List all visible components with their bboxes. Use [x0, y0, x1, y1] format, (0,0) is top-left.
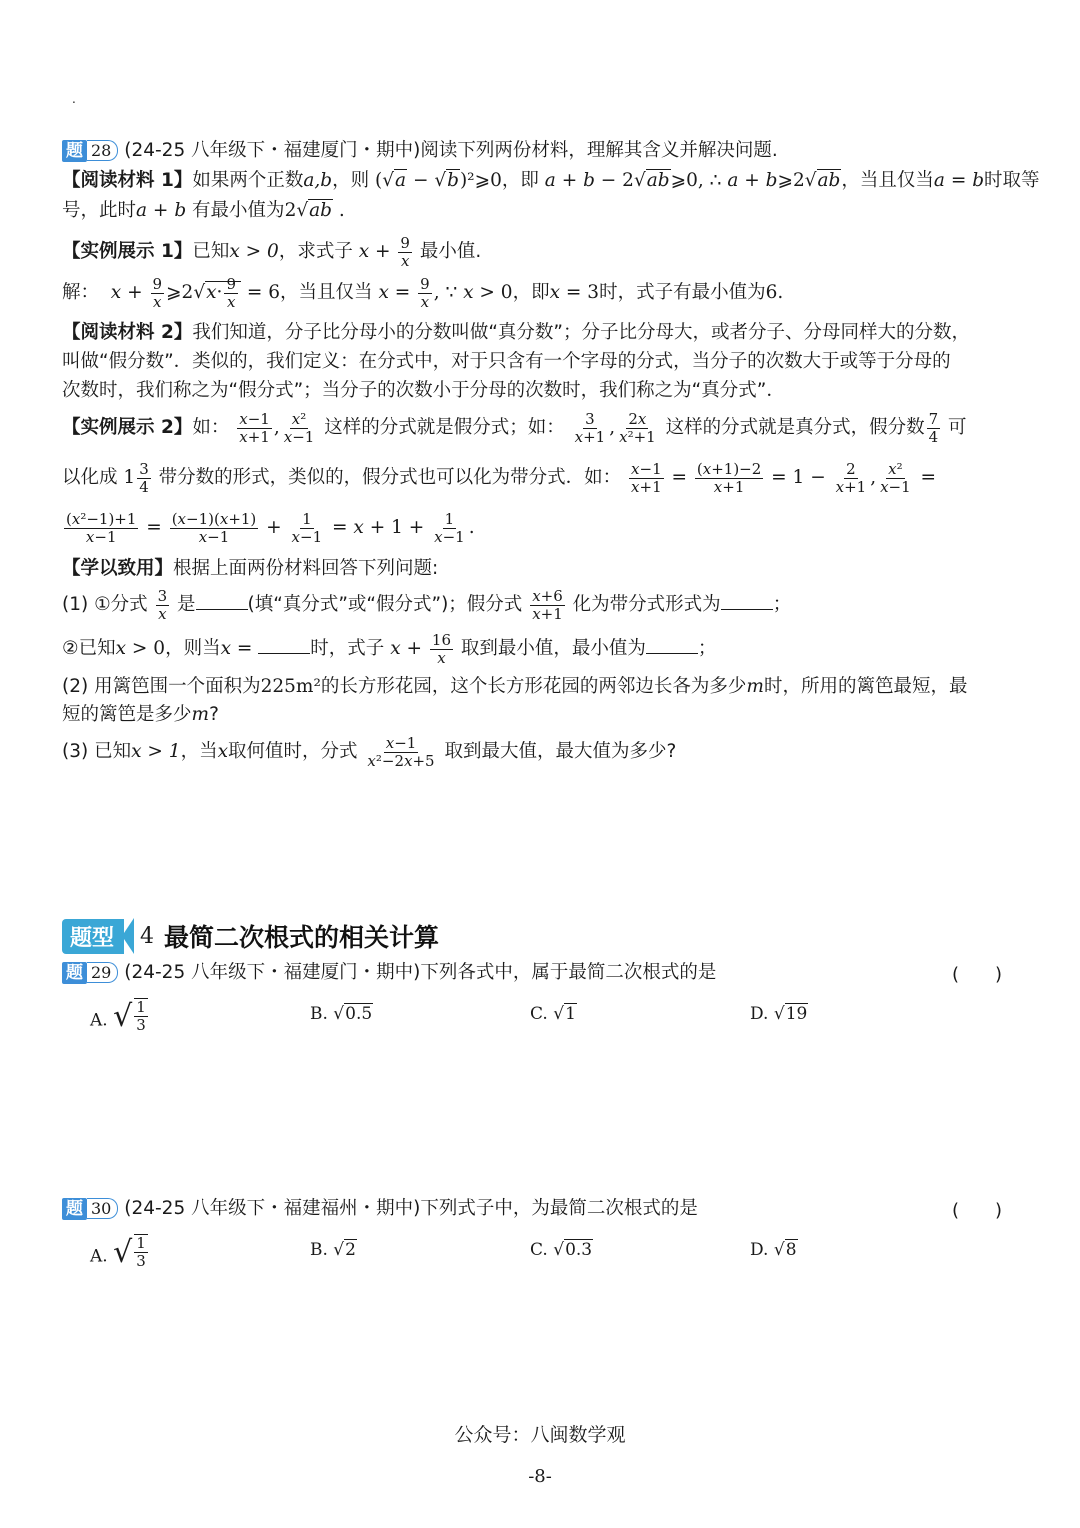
math: m — [191, 704, 210, 725]
question-29-header — [62, 960, 716, 986]
math: $\frac{7}{4}$ — [928, 409, 939, 446]
math: $\frac{x-1}{\text{x²−2x+5}}$ — [367, 733, 435, 770]
text: 是 — [177, 594, 196, 615]
math-expression: x + $\frac{16}{x}$ — [390, 630, 451, 667]
material-2-line-3: 次数时，我们称之为“假分式”；当分子的次数小于分母的次数时，我们称之为“真分式”． — [62, 380, 785, 401]
answer-blank[interactable] — [196, 591, 248, 610]
option-label: B. — [310, 1004, 328, 1024]
option-a[interactable] — [90, 998, 150, 1034]
math: m — [746, 676, 764, 697]
math: 1 $\frac{3}{4}$ — [123, 459, 149, 496]
top-dot: . — [72, 92, 76, 106]
option-label: C. — [530, 1004, 548, 1024]
text: 带分数的形式，类似的，假分式也可以化为带分式．如： — [158, 467, 622, 488]
text: ，即 — [501, 170, 539, 191]
apply-heading-line — [62, 556, 438, 582]
text: (3) 已知 — [62, 741, 132, 762]
option-value: 1 — [565, 1004, 576, 1024]
math-expression: x + $\frac{9}{x}$ — [358, 233, 410, 270]
example-1 — [62, 232, 481, 272]
question-tag: 题 — [62, 1198, 87, 1220]
text: ? — [209, 704, 219, 725]
option-d[interactable]: D. √8 — [750, 1240, 797, 1260]
math-expression: $\frac{x-1}{x+1}$ , $\frac{\text{x²}}{x-1}$ — [239, 409, 315, 446]
text: 号，此时 — [62, 200, 137, 221]
solution-1 — [62, 272, 783, 314]
footer-account: 公众号：八闽数学观 — [454, 1424, 626, 1446]
question-stem: 下列各式中，属于最简二次根式的是 — [420, 962, 717, 983]
text: 我们知道，分子比分母小的分数叫做“真分数”；分子比分母大，或者分子、分母同样大的分数， — [192, 322, 971, 343]
text: 根据上面两份材料回答下列问题: — [173, 558, 439, 579]
text: 短的篱笆是多少 — [62, 704, 192, 725]
text: (2) 用篱笆围一个面积为 — [62, 676, 261, 697]
text: 这样的分式就是假分式；如： — [324, 417, 565, 438]
question-number: 30 — [87, 1198, 118, 1219]
answer-blank[interactable] — [258, 635, 310, 654]
apply-heading: 【学以致用】 — [62, 558, 174, 579]
question-number: 29 — [87, 962, 118, 983]
question-tag: 题 — [62, 962, 87, 984]
option-value: 19 — [785, 1004, 808, 1024]
math: x > 0 — [115, 638, 166, 659]
answer-paren: ( ) — [952, 964, 1003, 985]
math: 6. — [765, 282, 784, 303]
math: $\frac{3}{x}$ — [157, 586, 168, 623]
question-number: 28 — [87, 140, 118, 161]
text: ，则当 — [165, 638, 221, 659]
text: ，当且仅当 — [280, 282, 373, 303]
answer-blank[interactable] — [721, 591, 773, 610]
example-1-heading: 【实例展示 1】 — [62, 241, 193, 262]
section-header — [62, 916, 439, 956]
math: x > 0 — [229, 241, 279, 262]
option-label: A. — [90, 1246, 108, 1267]
text: 取何值时，分式 — [228, 741, 358, 762]
math: 225m² — [260, 676, 321, 697]
text: ，则 — [332, 170, 370, 191]
math-expression: $\frac{x-1}{x+1}$ = $\frac{(x+1)-2}{x+1}$ = 1 − $\frac{2}{x+1}$ , $\frac{\text{x²}}{x-1}$ = — [631, 459, 937, 496]
math-expression: (√a − √b)²⩾0 — [375, 170, 502, 191]
text: ，当且仅当 — [841, 170, 934, 191]
option-c[interactable]: C. √0.3 — [530, 1240, 593, 1260]
math: x = 3 — [549, 282, 600, 303]
material-1-heading: 【阅读材料 1】 — [62, 170, 193, 191]
text: 时，式子有最小值为 — [599, 282, 766, 303]
option-label: D. — [750, 1240, 769, 1260]
math: $\frac{x+6}{x+1}$ — [532, 586, 563, 623]
option-value: 0.5 — [345, 1004, 373, 1024]
solution-label: 解： — [62, 282, 100, 303]
example-2-line-1 — [62, 406, 967, 450]
question-source: (24-25 八年级下・福建福州・期中) — [124, 1198, 421, 1219]
text: (填“真分式”或“假分式”)；假分式 — [247, 594, 523, 615]
option-b[interactable]: B. √0.5 — [310, 1004, 373, 1024]
math-expression: a + b − 2√ab⩾0, ∴ a + b⩾2√ab — [544, 170, 841, 191]
math: x — [217, 741, 229, 762]
page-number: -8- — [528, 1466, 552, 1487]
text: ； — [772, 594, 792, 615]
question-30-header — [62, 1196, 698, 1222]
text: 以化成 — [62, 467, 118, 488]
section-label: 题型 — [62, 919, 124, 954]
text: 如果两个正数 — [192, 170, 304, 191]
part-2-line-1 — [62, 674, 967, 700]
part-2-line-2 — [62, 702, 219, 728]
text: 时取等 — [984, 170, 1040, 191]
text: ，求式子 — [278, 241, 353, 262]
option-c[interactable]: C. √1 — [530, 1004, 576, 1024]
material-2-line-2: 叫做“假分数”．类似的，我们定义：在分式中，对于只含有一个字母的分式，当分子的次数大于或等于分母的 — [62, 351, 951, 372]
option-value: √ $\frac{1}{3}$ — [113, 998, 146, 1034]
math-expression: $\frac{3}{x+1}$ , $\frac{2x}{\text{x²+1}}$ — [574, 409, 656, 446]
part-1a — [62, 584, 791, 626]
option-value: 2 — [345, 1240, 356, 1260]
math-expression: x = $\frac{9}{x}$ , ∵ x > 0 — [378, 274, 513, 311]
option-value: 0.3 — [565, 1240, 593, 1260]
option-label: A. — [90, 1010, 108, 1031]
text: 的长方形花园，这个长方形花园的两邻边长各为多少 — [320, 676, 747, 697]
question-source: (24-25 八年级下・福建厦门・期中) — [124, 962, 421, 983]
material-2-line-1 — [62, 320, 970, 346]
text: 时，所用的篱笆最短，最 — [763, 676, 968, 697]
section-chevron-icon — [122, 918, 134, 954]
text: 取到最小值，最小值为 — [460, 638, 646, 659]
text: 已知 — [192, 241, 230, 262]
part-3 — [62, 730, 676, 774]
text: 最小值. — [419, 241, 482, 262]
text: ，当 — [180, 741, 218, 762]
text: 这样的分式就是真分式，假分数 — [665, 417, 925, 438]
question-stem: 下列式子中，为最简二次根式的是 — [420, 1198, 698, 1219]
math: a,b — [303, 170, 333, 191]
text: ； — [697, 638, 717, 659]
question-stem: 阅读下列两份材料，理解其含义并解决问题. — [420, 140, 778, 161]
example-2-heading: 【实例展示 2】 — [62, 417, 193, 438]
math: x > 1 — [131, 741, 181, 762]
option-label: C. — [530, 1240, 548, 1260]
math: x = — [220, 638, 259, 659]
question-28-header — [62, 138, 778, 164]
example-2-line-3 — [62, 506, 475, 550]
option-value: √ $\frac{1}{3}$ — [113, 1234, 146, 1270]
math-expression: x + $\frac{9}{x}$ ⩾2√x· $\frac{9}{x}$ = 6 — [110, 274, 281, 311]
text: ，即 — [512, 282, 550, 303]
question-tag: 题 — [62, 140, 87, 162]
option-value: 8 — [785, 1240, 797, 1260]
example-2-line-2 — [62, 456, 936, 500]
material-1-line-1 — [62, 168, 1040, 194]
option-label: D. — [750, 1004, 769, 1024]
text: 化为带分式形式为 — [572, 594, 721, 615]
option-a[interactable] — [90, 1234, 150, 1270]
material-2-heading: 【阅读材料 2】 — [62, 322, 193, 343]
math: a = b — [933, 170, 985, 191]
question-source: (24-25 八年级下・福建厦门・期中) — [124, 140, 421, 161]
option-label: B. — [310, 1240, 328, 1260]
answer-paren: ( ) — [952, 1200, 1003, 1221]
text: 可 — [948, 417, 967, 438]
math: a + b — [136, 200, 187, 221]
math-expression: $\frac{\text{(x²−1)+1}}{x-1}$ = $\frac{(x-1)(x+1)}{x-1}$ + $\frac{1}{x-1}$ = x + 1 + $\frac{1}{x-1}$ . — [66, 509, 475, 546]
text: 如： — [192, 417, 230, 438]
option-d[interactable]: D. √19 — [750, 1004, 808, 1024]
section-title: 最简二次根式的相关计算 — [164, 923, 440, 952]
material-1-line-2 — [62, 198, 345, 224]
text: ②已知 — [62, 638, 116, 659]
text: 有最小值为 — [192, 200, 285, 221]
math: 2√ab . — [284, 200, 345, 221]
text: 时，式子 — [310, 638, 385, 659]
section-number: 4 — [140, 923, 155, 949]
part-1b — [62, 628, 716, 670]
option-b[interactable]: B. √2 — [310, 1240, 356, 1260]
answer-blank[interactable] — [646, 635, 698, 654]
text: (1) ①分式 — [62, 594, 148, 615]
text: 取到最大值，最大值为多少? — [444, 741, 677, 762]
